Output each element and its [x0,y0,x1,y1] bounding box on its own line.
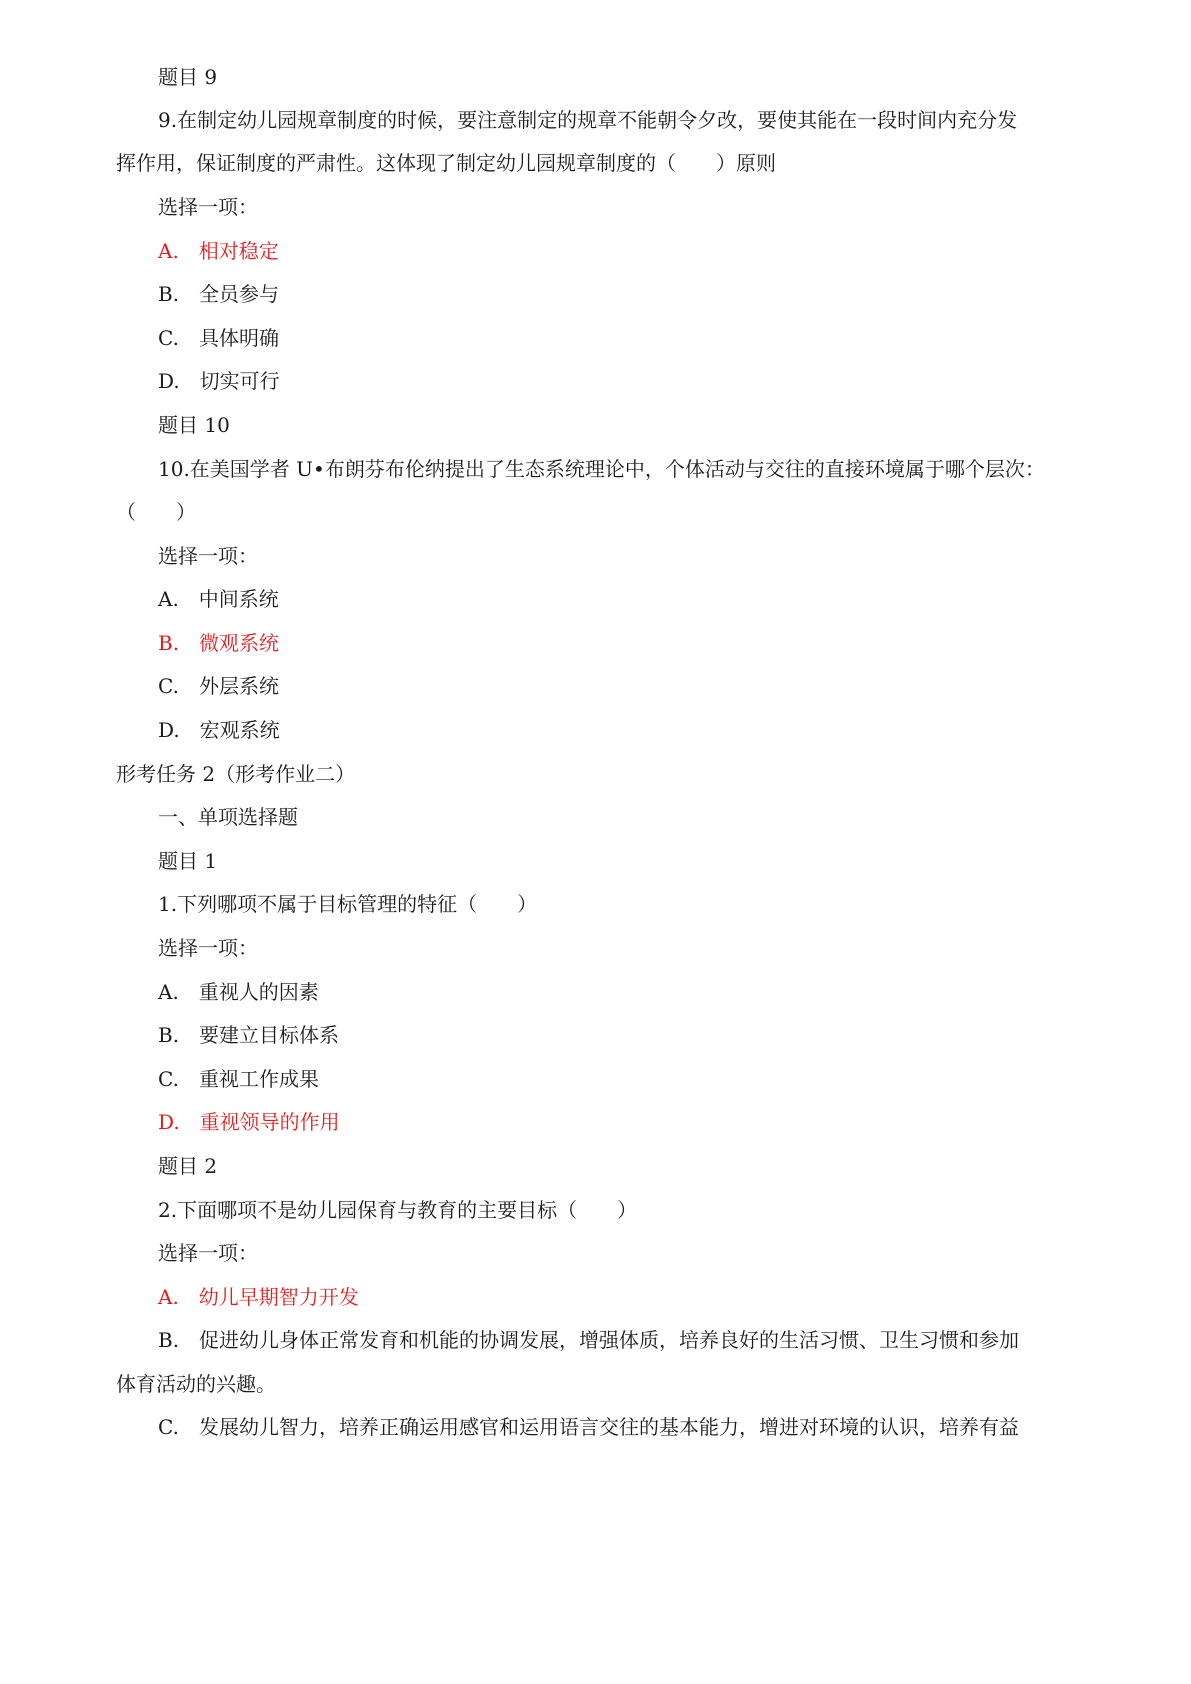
question-10-choose-one: 选择一项： [158,544,258,568]
question-9-option-b: B. 全员参与 [158,282,280,306]
question-10-option-a: A. 中间系统 [158,587,279,611]
question-2-option-a-correct: A. 幼儿早期智力开发 [158,1285,359,1309]
question-9-option-c: C. 具体明确 [158,326,279,350]
question-2-choose-one: 选择一项： [158,1241,258,1265]
question-10-option-b-correct: B. 微观系统 [158,631,280,655]
question-1-option-d-correct: D. 重视领导的作用 [158,1110,340,1134]
question-10-text-line-2: （ ） [116,500,196,524]
question-9-text-line-1: 9.在制定幼儿园规章制度的时候，要注意制定的规章不能朝令夕改，要使其能在一段时间内充分发 [158,108,1018,132]
question-2-heading: 题目 2 [158,1154,218,1178]
question-10-option-d: D. 宏观系统 [158,718,280,742]
question-1-option-c: C. 重视工作成果 [158,1067,319,1091]
question-1-option-a: A. 重视人的因素 [158,980,319,1004]
question-9-text-line-2: 挥作用，保证制度的严肃性。这体现了制定幼儿园规章制度的（ ）原则 [116,151,776,175]
question-10-text-line-1: 10.在美国学者 U•布朗芬布伦纳提出了生态系统理论中，个体活动与交往的直接环境属于哪个层次： [158,457,1045,481]
question-2-text: 2.下面哪项不是幼儿园保育与教育的主要目标（ ） [158,1198,638,1222]
question-2-option-b-line-1: B. 促进幼儿身体正常发育和机能的协调发展，增强体质，培养良好的生活习惯、卫生习惯和参加 [158,1328,1020,1352]
question-1-heading: 题目 1 [158,849,218,873]
question-10-option-c: C. 外层系统 [158,674,279,698]
question-2-option-b-line-2: 体育活动的兴趣。 [116,1372,276,1396]
question-1-text: 1.下列哪项不属于目标管理的特征（ ） [158,892,538,916]
question-2-option-c-line-1: C. 发展幼儿智力，培养正确运用感官和运用语言交往的基本能力，增进对环境的认识，培养有益 [158,1415,1019,1439]
section-title: 形考任务 2（形考作业二） [116,762,356,786]
question-9-option-d: D. 切实可行 [158,369,280,393]
subsection-title: 一、单项选择题 [158,805,298,829]
question-9-option-a-correct: A. 相对稳定 [158,239,279,263]
question-9-heading: 题目 9 [158,65,218,89]
question-1-option-b: B. 要建立目标体系 [158,1023,340,1047]
question-10-heading: 题目 10 [158,413,230,437]
question-9-choose-one: 选择一项： [158,195,258,219]
question-1-choose-one: 选择一项： [158,936,258,960]
